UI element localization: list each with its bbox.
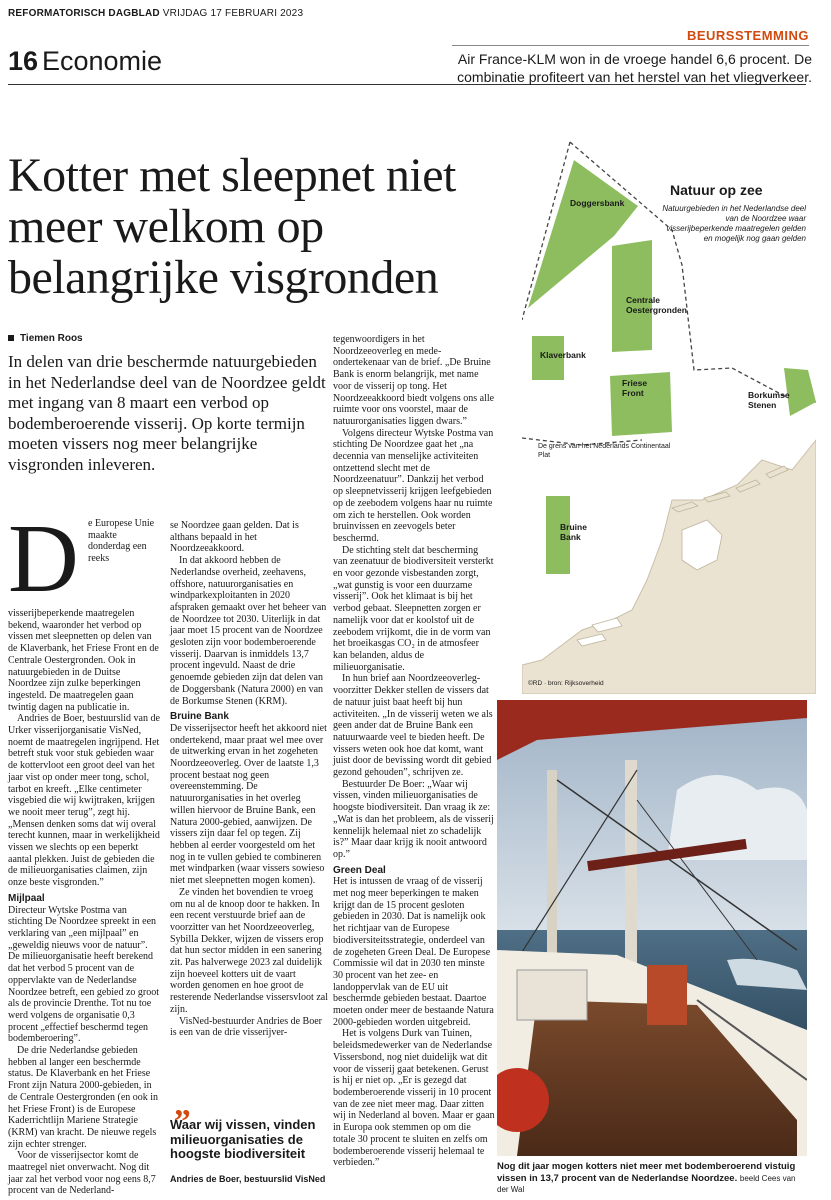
paragraph: Het is intussen de vraag of de visserij met nog meer beperkingen te maken krijgt dan de 15 procent gesloten gebieden in 2030. Dat is namelijk ook het richtjaar van de Europese biodiversiteitsstrategie, onderdeel van de zogeheten Green Deal. De Europese Commissie wil dat in 2030 ten minste 30 procent van het zee- en landoppervlak van de EU uit beschermde gebieden bestaat. Daartoe moeten onder meer de bestaande Natura 2000-gebieden worden uitgebreid. xyxy=(333,876,494,1028)
mast-left xyxy=(547,770,557,980)
author-name: Tiemen Roos xyxy=(20,333,83,344)
map-title: Natuur op zee xyxy=(670,182,763,198)
label-line: Borkumse xyxy=(748,390,790,400)
paragraph: In hun brief aan Noordzeeoverleg-voorzitter Dekker stellen de vissers dat de natuur juist baat heeft bij hun activiteiten. „In de visserij weten we als geen ander dat de Bruine Bank een natuurwaarde veel te bieden heeft. De vissers weten ook hoe dat komt, want juist door de bevissing wordt dit gebied gezond gehouden”, schrijven ze. xyxy=(333,673,493,779)
quote-attribution: Andries de Boer, bestuurslid VisNed xyxy=(170,1174,326,1184)
article-column-3 xyxy=(333,334,495,1169)
masthead xyxy=(8,8,303,19)
quote-text: Waar wij vissen, vinden milieuorganisaties de hoogste biodiversiteit xyxy=(170,1117,316,1161)
issue-date: VRIJDAG 17 FEBRUARI 2023 xyxy=(162,8,304,19)
beurs-divider xyxy=(452,45,809,46)
beurs-label: BEURSSTEMMING xyxy=(686,28,809,43)
deck-box xyxy=(517,970,587,1020)
dropcap: D xyxy=(8,505,79,613)
quote-mark-icon: „ xyxy=(174,1086,191,1123)
paragraph: De drie Nederlandse gebieden hebben al langer een beschermde status. De Klaverbank en het Friese Front zijn Natura 2000-gebieden, in de Centrale Oestergronden (en ook in het Friese Front) is de Europese Kaderrichtlijn Mariene Strategie (KRM) van kracht. De nieuwe regels zijn echter strenger. xyxy=(8,1045,159,1150)
label-line: Bruine xyxy=(560,522,587,532)
label-line: Centrale xyxy=(626,295,661,305)
label-line: Front xyxy=(622,388,644,398)
paragraph: tegenwoordigers in het Noordzeeoverleg en mede-ondertekenaar van de brief. „De Bruine Bank is enorm belangrijk, met name voor de visserij op tong. Het Noordzeeakkoord biedt volgens ons alle ruimte voor ons voorstel, maar de natuurorganisaties liggen dwars.” xyxy=(333,334,495,427)
label-klaverbank: Klaverbank xyxy=(540,350,586,360)
paragraph: Voor de visserijsector komt de maatregel niet onverwacht. Nog dit jaar zal het verbod voor nog eens 8,7 procent van de Nederland- xyxy=(8,1150,156,1197)
map-credit: ©RD · bron: Rijksoverheid xyxy=(528,680,604,687)
map-description: Natuurgebieden in het Nederlandse deel van de Noordzee waar visserijbeperkende maatregelen gelden en mogelijk nog gaan gelden xyxy=(662,204,806,243)
trawler-photo xyxy=(497,700,807,1156)
label-doggersbank: Doggersbank xyxy=(570,198,625,208)
dropcap-box xyxy=(8,505,88,613)
photo-credit: beeld Cees van der Wal xyxy=(497,1173,796,1194)
photo-illustration xyxy=(497,700,807,1156)
label-line: Bank xyxy=(560,532,581,542)
article-column-1 xyxy=(8,505,161,1197)
paragraph: Volgens directeur Wytske Postma van stichting De Noordzee gaat het „na decennia van menselijke activiteiten ontzettend slecht met de Noordzeenatuur”. Dankzij het verbod op sleepnetvisserij krijgen leefgebieden op de zeebodem volgens haar nu ruimte om zich te herstellen. Ook worden bruinvissen en zeevogels beter beschermd. xyxy=(333,427,494,544)
subheading: Green Deal xyxy=(333,864,386,876)
label-bruine-bank xyxy=(560,522,587,542)
label-borkumse-stenen xyxy=(748,390,790,410)
border-note: De grens van het Nederlands Continentaal Plat xyxy=(538,443,671,459)
paragraph: Het is volgens Durk van Tuinen, beleidsmedewerker van de Nederlandse Vissersbond, nog niet duidelijk wat dit voor de visserij gaat betekenen. Gerust is hij er niet op. „Er is gezegd dat bodemberoerende visserij in 10 procent van de zee niet meer mag. Daar zitten wij in Nederland al boven. Maar er gaan in Europa ook stemmen op om die totale 30 procent te sluiten en zelfs om bodemberoerende visserij helemaal te verbieden.” xyxy=(333,1028,495,1169)
paragraph: Ze vinden het bovendien te vroeg om nu al de knoop door te hakken. In een recent verstuurde brief aan de voorzitter van het Noordzeeoverleg, Sybilla Dekker, wijzen de vissers erop dat hun sector midden in een sanering zit. Pas halverwege 2023 zal duidelijk zijn hoeveel kotters uit de vaart worden genomen en hoe groot de resterende Nederlandse vissersvloot zal zijn. xyxy=(170,886,328,1015)
article-headline: Kotter met sleepnet niet meer welkom op belangrijke visgronden xyxy=(8,149,456,304)
deck-winch xyxy=(647,965,687,1025)
section-title: Economie xyxy=(42,46,163,76)
paragraph: De visserijsector heeft het akkoord niet ondertekend, maar praat wel mee over de uitwerking ervan in het zogeheten Noordzeeoverleg. Over de laatste 1,3 procent bestaat nog geen overeenstemming. De natuurorganisaties in het overleg willen hiervoor de Bruine Bank, een Natura 2000-gebied, aanwijzen. De vissers zijn daar fel op tegen. Zij hebben al eerder voorgesteld om het nog in te vullen gebied te combineren met windparken (waar vissers sowieso niet met sleepnetten mogen komen). xyxy=(170,722,327,887)
caption-text: Nog dit jaar mogen kotters niet meer met bodemberoerend vistuig vissen in 13,7 procent van de Nederlandse Noordzee. xyxy=(497,1161,796,1184)
label-line: Stenen xyxy=(748,400,777,410)
photo-caption xyxy=(497,1161,809,1196)
beurs-text: Air France-KLM won in de vroege handel 6,6 procent. De combinatie profiteert van het herstel van het vliegverkeer. xyxy=(457,51,812,85)
article-column-2 xyxy=(170,520,328,1039)
mast-right xyxy=(625,760,637,980)
paragraph: Bestuurder De Boer: „Waar wij vissen, vinden milieuorganisaties de hoogste biodiversiteit. Dan vraag ik ze: „Wat is dan het probleem, als de visserij kennelijk helemaal niet zo schadelijk is?” Maar daar krijg ik nooit antwoord op.” xyxy=(333,778,494,860)
paragraph: Andries de Boer, bestuurslid van de Urker visserijorganisatie VisNed, noemt de maatregelen ingrijpend. Het betreft stuk voor stuk gebieden waar de kottervloot een groot deel van het jaar vist op onder meer tong, schol, tarbot en kreeft. „Elke centimeter visgebied die wij kwijtraken, krijgen we nooit meer terug”, zegt hij. „Mensen denken soms dat wij overal terecht kunnen, maar in werkelijkheid vissen we slechts op een beperkt aantal plekken. Juist de gebieden die de milieuorganisaties claimen, zijn onze beste visgronden.” xyxy=(8,713,160,889)
paper-name: REFORMATORISCH DAGBLAD xyxy=(8,8,160,19)
paragraph: De stichting stelt dat bescherming van zeenatuur de biodiversiteit versterkt en voor gezonde visbestanden zorgt, „wat gunstig is voor een duurzame visserij”. Ook het klimaat is bij het verbod gebaat. Sleepnetten zorgen er namelijk voor dat er koolstof uit de zeebodem vrijkomt, die in de vorm van het broeikasgas CO₂ in de atmosfeer kan belanden, aldus de milieuorganisatie. xyxy=(333,544,494,673)
page-number: 16 xyxy=(8,46,39,76)
byline xyxy=(8,333,83,344)
label-friese-front xyxy=(622,378,647,398)
paragraph: se Noordzee gaan gelden. Dat is althans bepaald in het Noordzeeakkoord. xyxy=(170,520,299,555)
label-line: Friese xyxy=(622,378,648,388)
paragraph: Directeur Wytske Postma van stichting De Noordzee spreekt in een verklaring van „een mijlpaal” en „geweldig nieuws voor de natuur”. De milieuorganisatie heeft berekend dat het verbod 5 procent van de oppervlakte van de Nederlandse Noordzee betreft, een gebied zo groot als de provincie Drenthe. Tot nu toe werd volgens de organisatie 0,3 procent „effectief beschermd tegen bodemberoering”. xyxy=(8,904,160,1045)
paragraph: In dat akkoord hebben de Nederlandse overheid, zeehavens, offshore, natuurorganisaties en windparkexploitanten in 2020 afspraken gemaakt over het beheer van de Noordzee tot 2030. Uiterlijk in dat jaar moet 15 procent van de Noordzee gesloten zijn voor bodemberoerende visserij. Daarvan is inmiddels 13,7 procent ingevuld. Naast de drie genoemde gebieden zijn dat delen van de Doggersbank (Natura 2000) en van de Borkumse Stenen (KRM). xyxy=(170,555,327,707)
label-line: Oestergronden xyxy=(626,305,687,315)
subheading: Mijlpaal xyxy=(8,892,45,904)
subheading: Bruine Bank xyxy=(170,711,229,723)
nature-map xyxy=(522,140,816,694)
paragraph: VisNed-bestuurder Andries de Boer is een van de drie visserijver- xyxy=(170,1015,322,1039)
article-intro: In delen van drie beschermde natuurgebieden in het Nederlandse deel van de Noordzee geldt met ingang van 8 maart een verbod op bodemberoerende visserij. Op korte termijn moeten vissers nog meer belangrijke visgronden inleveren. xyxy=(8,352,326,474)
label-centrale-oestergronden xyxy=(626,295,687,315)
paragraph: e Europese Unie maakte donderdag een reeks visserijbeperkende maatregelen bekend, waaronder het verbod op vissen met sleepnetten op delen van de Klaverbank, het Friese Front en de Centrale Oestergronden. Ook in natuurgebieden in de Duitse Noordzee zijn zulke beperkingen ingesteld. De maatregelen gaan twintig dagen na publicatie in. xyxy=(8,518,159,713)
byline-square-icon xyxy=(8,335,14,341)
